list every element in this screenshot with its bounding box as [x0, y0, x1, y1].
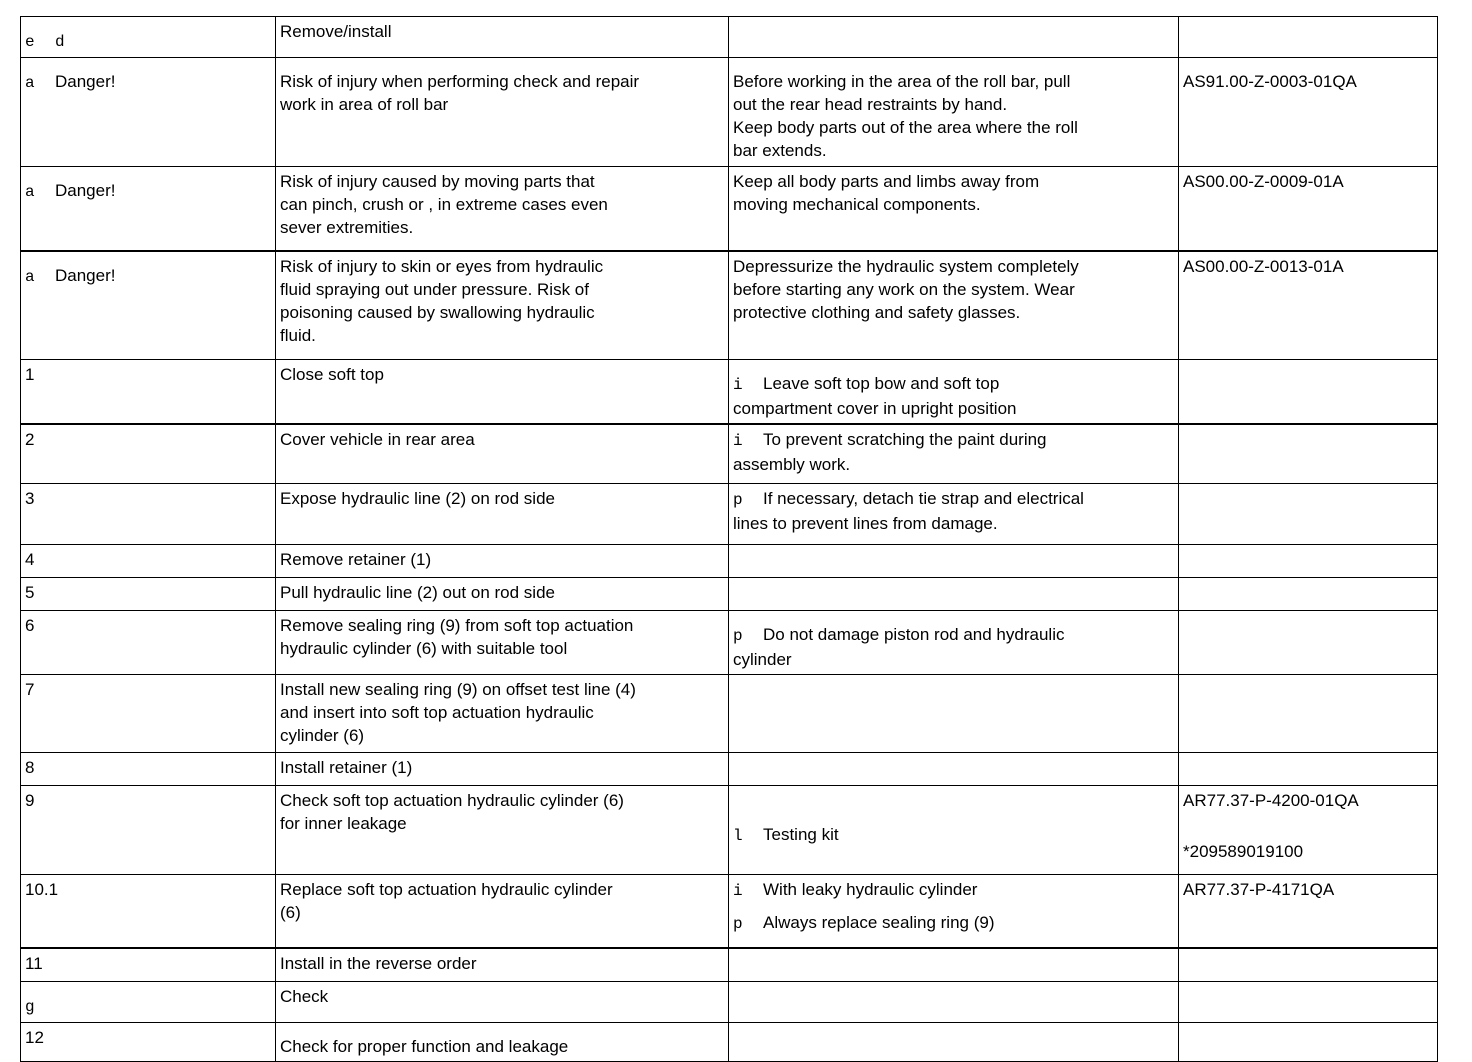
table-row — [21, 1022, 1438, 1061]
note-text: Keep body parts out of the area where the roll — [733, 118, 1078, 137]
step-cell — [21, 251, 276, 360]
reference-code: AR77.37-P-4171QA — [1183, 879, 1335, 899]
note-cell — [729, 1022, 1179, 1061]
action-text: can pinch, crush or , in extreme cases even — [280, 195, 608, 214]
action-text: Install retainer (1) — [280, 757, 413, 777]
reference-cell — [1179, 251, 1438, 360]
note-cell — [729, 544, 1179, 577]
note-cell — [729, 752, 1179, 785]
note-cell — [729, 674, 1179, 752]
step-cell — [21, 981, 276, 1022]
action-cell — [276, 58, 729, 167]
action-cell — [276, 785, 729, 874]
table-row — [21, 674, 1438, 752]
section-title: Remove/install — [280, 22, 392, 41]
note-cell — [729, 17, 1179, 58]
reference-cell — [1179, 58, 1438, 167]
danger-icon: a — [25, 267, 35, 286]
note-text: To prevent scratching the paint during — [763, 430, 1047, 449]
table-row — [21, 981, 1438, 1022]
step-number: 8 — [21, 752, 276, 785]
note-text: cylinder — [733, 649, 792, 669]
action-text: Cover vehicle in rear area — [280, 430, 475, 449]
reference-cell — [1179, 17, 1438, 58]
action-text: for inner leakage — [280, 813, 407, 833]
note-cell — [729, 58, 1179, 167]
table-row — [21, 785, 1438, 874]
reference-cell — [1179, 981, 1438, 1022]
table-row — [21, 483, 1438, 544]
step-cell — [21, 17, 276, 58]
note-cell — [729, 360, 1179, 425]
info-icon: i — [733, 881, 743, 900]
note-text: If necessary, detach tie strap and electrical — [763, 488, 1084, 508]
note-text: assembly work. — [733, 455, 851, 474]
reference-cell — [1179, 674, 1438, 752]
action-text: Remove retainer (1) — [280, 549, 432, 569]
action-cell — [276, 674, 729, 752]
step-number: 5 — [21, 577, 276, 610]
action-text: poisoning caused by swallowing hydraulic — [280, 302, 595, 322]
step-cell — [21, 167, 276, 251]
step-number: 9 — [21, 785, 276, 874]
reference-cell — [1179, 424, 1438, 483]
reference-cell — [1179, 577, 1438, 610]
action-text: Remove sealing ring (9) from soft top actuation — [280, 615, 634, 635]
action-cell — [276, 752, 729, 785]
caution-icon: p — [733, 626, 743, 645]
step-number: 6 — [21, 610, 276, 674]
delete-icon: d — [55, 33, 65, 51]
action-cell — [276, 360, 729, 425]
table-row — [21, 167, 1438, 251]
action-cell — [276, 424, 729, 483]
caution-icon: p — [733, 914, 743, 933]
action-text: Close soft top — [280, 365, 384, 384]
reference-code: AS00.00-Z-0009-01A — [1183, 172, 1344, 191]
action-text: fluid. — [280, 325, 316, 345]
step-number: 4 — [21, 544, 276, 577]
note-cell — [729, 577, 1179, 610]
table-row — [21, 874, 1438, 948]
action-text: Replace soft top actuation hydraulic cylinder — [280, 879, 613, 899]
table-row — [21, 424, 1438, 483]
table-row — [21, 251, 1438, 360]
note-cell — [729, 251, 1179, 360]
table-row — [21, 58, 1438, 167]
reference-code: AS00.00-Z-0013-01A — [1183, 256, 1344, 276]
action-text: Risk of injury caused by moving parts that — [280, 172, 595, 191]
step-number: 11 — [21, 948, 276, 981]
note-text: before starting any work on the system. Wear — [733, 279, 1075, 299]
action-text: and insert into soft top actuation hydraulic — [280, 702, 594, 722]
danger-icon: a — [25, 183, 35, 201]
note-text: Always replace sealing ring (9) — [763, 912, 995, 932]
note-text: bar extends. — [733, 141, 827, 160]
note-text: Leave soft top bow and soft top — [763, 374, 1000, 393]
reference-cell — [1179, 752, 1438, 785]
note-text: Before working in the area of the roll bar, pull — [733, 72, 1071, 91]
danger-icon: a — [25, 74, 35, 92]
action-cell — [276, 948, 729, 981]
action-text: fluid spraying out under pressure. Risk of — [280, 279, 589, 299]
note-text: lines to prevent lines from damage. — [733, 513, 998, 533]
note-text: Depressurize the hydraulic system completely — [733, 256, 1079, 276]
action-text: Risk of injury to skin or eyes from hydraulic — [280, 256, 604, 276]
note-text: protective clothing and safety glasses. — [733, 302, 1021, 322]
action-text: Install new sealing ring (9) on offset test line (4) — [280, 679, 636, 699]
action-text: Pull hydraulic line (2) out on rod side — [280, 582, 555, 602]
reference-cell — [1179, 1022, 1438, 1061]
step-number: 3 — [21, 483, 276, 544]
action-text: cylinder (6) — [280, 725, 365, 745]
reference-cell — [1179, 360, 1438, 425]
note-text: Keep all body parts and limbs away from — [733, 172, 1040, 191]
reference-code: AR77.37-P-4200-01QA — [1183, 790, 1359, 810]
table-row — [21, 610, 1438, 674]
reference-cell — [1179, 610, 1438, 674]
step-cell — [21, 58, 276, 167]
action-text: Expose hydraulic line (2) on rod side — [280, 488, 555, 508]
action-text: work in area of roll bar — [280, 95, 449, 114]
action-cell — [276, 577, 729, 610]
reference-cell — [1179, 874, 1438, 948]
reference-code: AS91.00-Z-0003-01QA — [1183, 72, 1357, 91]
action-cell — [276, 17, 729, 58]
action-cell — [276, 544, 729, 577]
procedure-table — [20, 16, 1438, 1062]
info-icon: i — [733, 432, 743, 450]
section-title: Check — [280, 986, 329, 1006]
note-cell — [729, 167, 1179, 251]
tool-icon: l — [733, 826, 743, 845]
note-text: moving mechanical components. — [733, 195, 981, 214]
note-text: Do not damage piston rod and hydraulic — [763, 624, 1065, 644]
note-cell — [729, 981, 1179, 1022]
note-text: out the rear head restraints by hand. — [733, 95, 1008, 114]
check-icon: g — [25, 997, 35, 1016]
step-number: 12 — [21, 1022, 276, 1061]
note-text: With leaky hydraulic cylinder — [763, 879, 978, 899]
action-cell — [276, 610, 729, 674]
edit-icon: e — [25, 33, 35, 51]
info-icon: i — [733, 376, 743, 394]
action-text: Risk of injury when performing check and repair — [280, 72, 640, 91]
action-cell — [276, 981, 729, 1022]
note-cell — [729, 874, 1179, 948]
danger-label: Danger! — [55, 72, 116, 91]
danger-label: Danger! — [55, 265, 116, 285]
note-cell — [729, 948, 1179, 981]
action-cell — [276, 167, 729, 251]
action-text: hydraulic cylinder (6) with suitable tool — [280, 638, 568, 658]
action-cell — [276, 251, 729, 360]
note-cell — [729, 483, 1179, 544]
step-number: 7 — [21, 674, 276, 752]
reference-cell — [1179, 483, 1438, 544]
action-text: Check soft top actuation hydraulic cylinder (6) — [280, 790, 624, 810]
note-text: compartment cover in upright position — [733, 399, 1017, 418]
step-number: 10.1 — [21, 874, 276, 948]
action-text: (6) — [280, 902, 301, 922]
note-text: Testing kit — [763, 824, 839, 844]
table-row — [21, 577, 1438, 610]
reference-cell — [1179, 948, 1438, 981]
danger-label: Danger! — [55, 181, 116, 200]
table-row — [21, 752, 1438, 785]
caution-icon: p — [733, 490, 743, 509]
step-number: 2 — [21, 424, 276, 483]
action-cell — [276, 1022, 729, 1061]
note-cell — [729, 424, 1179, 483]
reference-cell — [1179, 544, 1438, 577]
reference-cell — [1179, 167, 1438, 251]
action-cell — [276, 483, 729, 544]
note-cell — [729, 785, 1179, 874]
action-text: Check for proper function and leakage — [280, 1036, 569, 1056]
table-row — [21, 948, 1438, 981]
reference-cell — [1179, 785, 1438, 874]
action-cell — [276, 874, 729, 948]
table-row — [21, 360, 1438, 425]
action-text: Install in the reverse order — [280, 954, 477, 973]
part-number: *209589019100 — [1183, 841, 1304, 861]
note-cell — [729, 610, 1179, 674]
action-text: sever extremities. — [280, 218, 414, 237]
table-row — [21, 544, 1438, 577]
table-row — [21, 17, 1438, 58]
step-number: 1 — [21, 360, 276, 425]
